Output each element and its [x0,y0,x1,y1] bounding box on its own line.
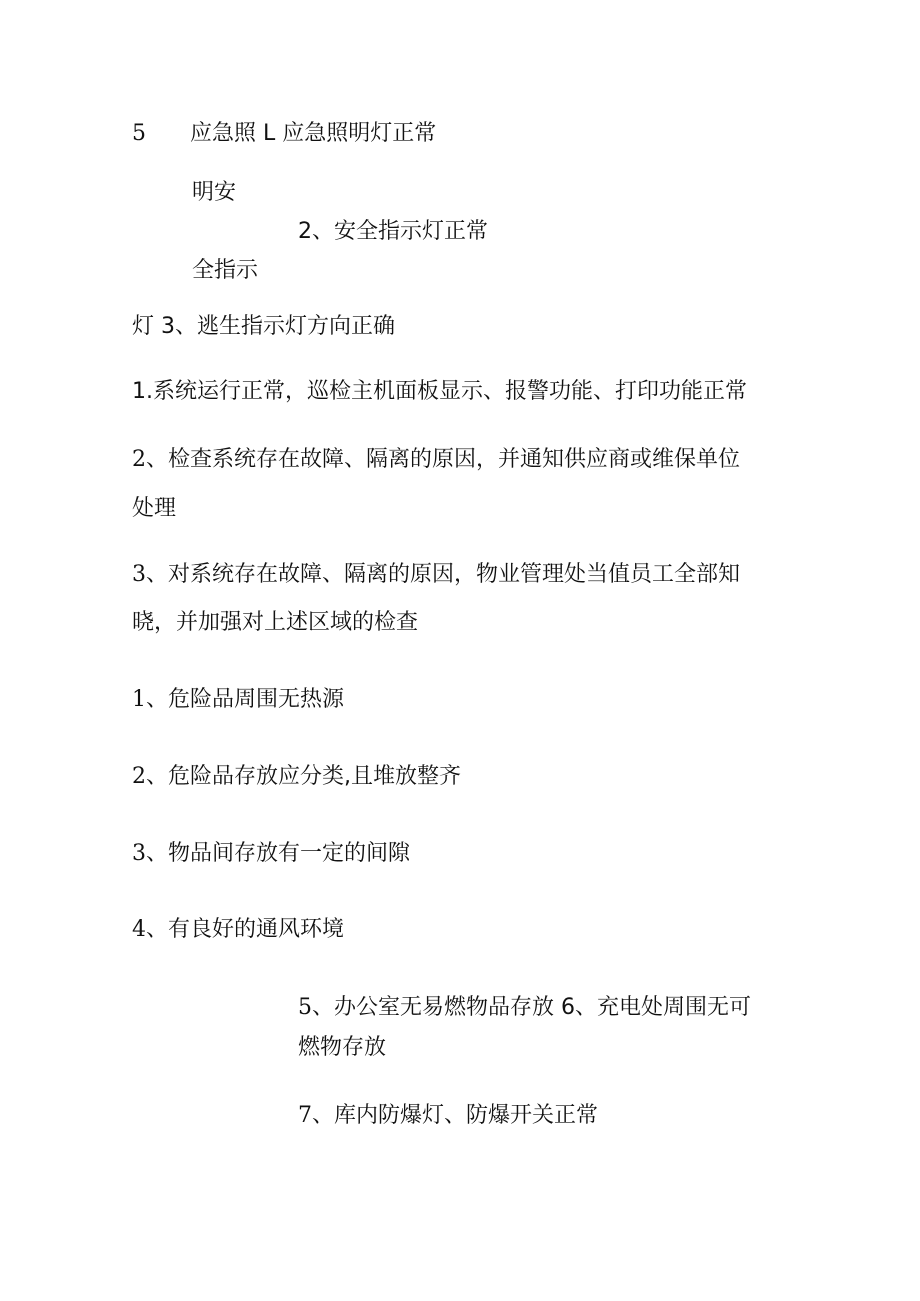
line-continuation: 处理 [132,496,177,521]
item-number: 5、 [298,995,334,1020]
line-check-faults [132,447,740,473]
line-text: 危险品存放应分类,且堆放整齐 [168,764,461,789]
line-text: 安全指示灯正常 [334,219,489,244]
line-text: 危险品周围无热源 [168,687,345,712]
item-number: 3、 [132,562,168,587]
line-hazard-classify [132,764,461,790]
line-continuation: 晓，并加强对上述区域的检查 [132,610,419,635]
line-safety-indicator [298,219,488,245]
line-escape-indicator: 灯 3、逃生指示灯方向正确 [132,314,395,339]
item-number: 2、 [132,447,168,472]
line-explosion-proof [298,1103,598,1129]
line-office-flammables [298,995,751,1021]
item-number: 4、 [132,917,168,942]
line-system-normal: 1.系统运行正常，巡检主机面板显示、报警功能、打印功能正常 [132,379,747,404]
line-text: 应急照 L 应急照明灯正常 [190,121,437,146]
item-number: 2、 [298,219,334,244]
item-number: 5 [132,121,146,146]
line-category-fragment: 明安 [192,180,237,205]
line-item-spacing [132,841,410,867]
item-number: 2、 [132,764,168,789]
line-text: 库内防爆灯、防爆开关正常 [334,1103,599,1128]
item-number: 7、 [298,1103,334,1128]
item-number: 3、 [132,841,168,866]
line-ventilation [132,917,344,943]
line-emergency-light [132,121,436,147]
line-hazard-heat [132,687,344,713]
line-text: 办公室无易燃物品存放 6、充电处周围无可 [334,995,751,1020]
item-number: 1、 [132,687,168,712]
line-continuation: 燃物存放 [298,1035,387,1060]
line-text: 物品间存放有一定的间隙 [168,841,411,866]
line-text: 检查系统存在故障、隔离的原因，并通知供应商或维保单位 [168,447,741,472]
line-text: 对系统存在故障、隔离的原因，物业管理处当值员工全部知 [168,562,741,587]
line-inform-staff [132,562,740,588]
line-text: 有良好的通风环境 [168,917,345,942]
line-category-fragment: 全指示 [192,258,259,283]
